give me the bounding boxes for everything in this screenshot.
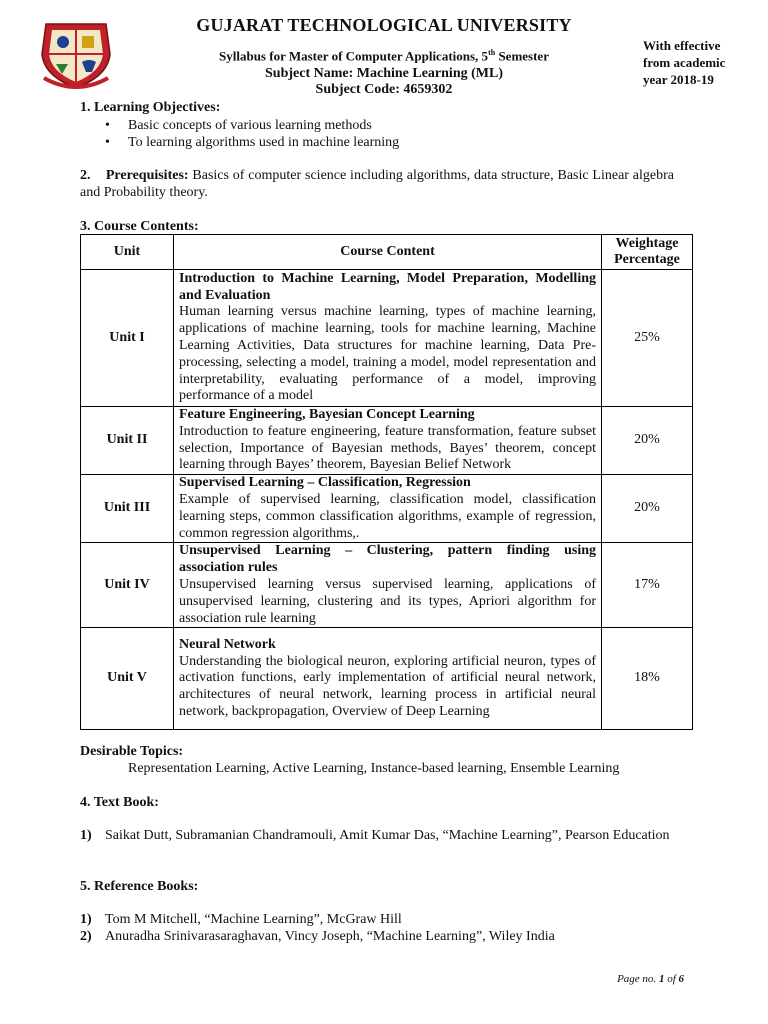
unit-cell: Unit IV: [81, 543, 174, 628]
course-contents-table: [80, 234, 693, 730]
weight-cell: 20%: [602, 407, 693, 475]
prerequisites: 2. Prerequisites: Basics of computer science including algorithms, data structure, Basic Linear algebra and Probability theory.: [80, 168, 674, 200]
weight-cell: 25%: [602, 270, 693, 407]
desirable-heading: Desirable Topics:: [80, 744, 184, 759]
weight-cell: 20%: [602, 475, 693, 543]
content-cell: Neural Network Understanding the biological neuron, exploring artificial neuron, types of activation functions, early implementation of artificial neural network, architectures of neural network, learning process in artificial neural network, backpropagation, Overview of Deep Learning: [174, 628, 602, 730]
unit-cell: Unit II: [81, 407, 174, 475]
unit-cell: Unit I: [81, 270, 174, 407]
table-row: [81, 407, 693, 475]
unit-cell: Unit V: [81, 628, 174, 730]
desirable-text: Representation Learning, Active Learning, Instance-based learning, Ensemble Learning: [128, 761, 620, 776]
list-item: 1) Saikat Dutt, Subramanian Chandramouli, Amit Kumar Das, “Machine Learning”, Pearson Education: [80, 828, 670, 843]
objectives-heading: 1. Learning Objectives:: [80, 100, 221, 115]
table-row: [81, 270, 693, 407]
bullet-icon: •: [105, 135, 110, 150]
col-unit-header: Unit: [81, 235, 174, 270]
table-row: [81, 628, 693, 730]
list-item: 2) Anuradha Srinivarasaraghavan, Vincy Joseph, “Machine Learning”, Wiley India: [80, 929, 555, 944]
table-header-row: [81, 235, 693, 270]
col-weight-header: Weightage Percentage: [602, 235, 693, 270]
content-cell: Introduction to Machine Learning, Model Preparation, Modelling and Evaluation Human learning versus machine learning, types of machine learning, applications of machine learning, tools for machine learning, Machine Learning Activities, Data structures for machine learning, Data Pre-processing, selecting a model, training a model, model representation and interpretability, evaluating performance of a model, improving performance of a model: [174, 270, 602, 407]
subject-code: Subject Code: 4659302: [315, 82, 453, 97]
page-number: Page no. 1 of 6: [617, 973, 684, 985]
table-row: [81, 543, 693, 628]
bullet-icon: •: [105, 118, 110, 133]
unit-cell: Unit III: [81, 475, 174, 543]
table-row: [81, 475, 693, 543]
content-cell: Unsupervised Learning – Clustering, pattern finding using association rules Unsupervised learning versus supervised learning, applications of unsupervised learning, clustering and its types, Apriori algorithm for association rule learning: [174, 543, 602, 628]
weight-cell: 17%: [602, 543, 693, 628]
course-contents-heading: 3. Course Contents:: [80, 219, 199, 234]
reference-books-heading: 5. Reference Books:: [80, 879, 199, 894]
university-title: GUJARAT TECHNOLOGICAL UNIVERSITY: [196, 15, 572, 35]
content-cell: Supervised Learning – Classification, Regression Example of supervised learning, classification model, classification learning steps, common classification algorithms, example of regression, common regression algorithms,.: [174, 475, 602, 543]
content-cell: Feature Engineering, Bayesian Concept Learning Introduction to feature engineering, feature transformation, feature subset selection, Importance of Bayesian methods, Bayes’ theorem, concept learning through Bayes’ theorem, Bayesian Belief Network: [174, 407, 602, 475]
subject-name: Subject Name: Machine Learning (ML): [265, 66, 503, 81]
list-item: 1) Tom M Mitchell, “Machine Learning”, McGraw Hill: [80, 912, 402, 927]
weight-cell: 18%: [602, 628, 693, 730]
effective-note: With effective from academic year 2018-19: [643, 38, 726, 87]
syllabus-line: Syllabus for Master of Computer Applications, 5th Semester: [219, 48, 549, 64]
text-book-heading: 4. Text Book:: [80, 795, 159, 810]
col-content-header: Course Content: [174, 235, 602, 270]
